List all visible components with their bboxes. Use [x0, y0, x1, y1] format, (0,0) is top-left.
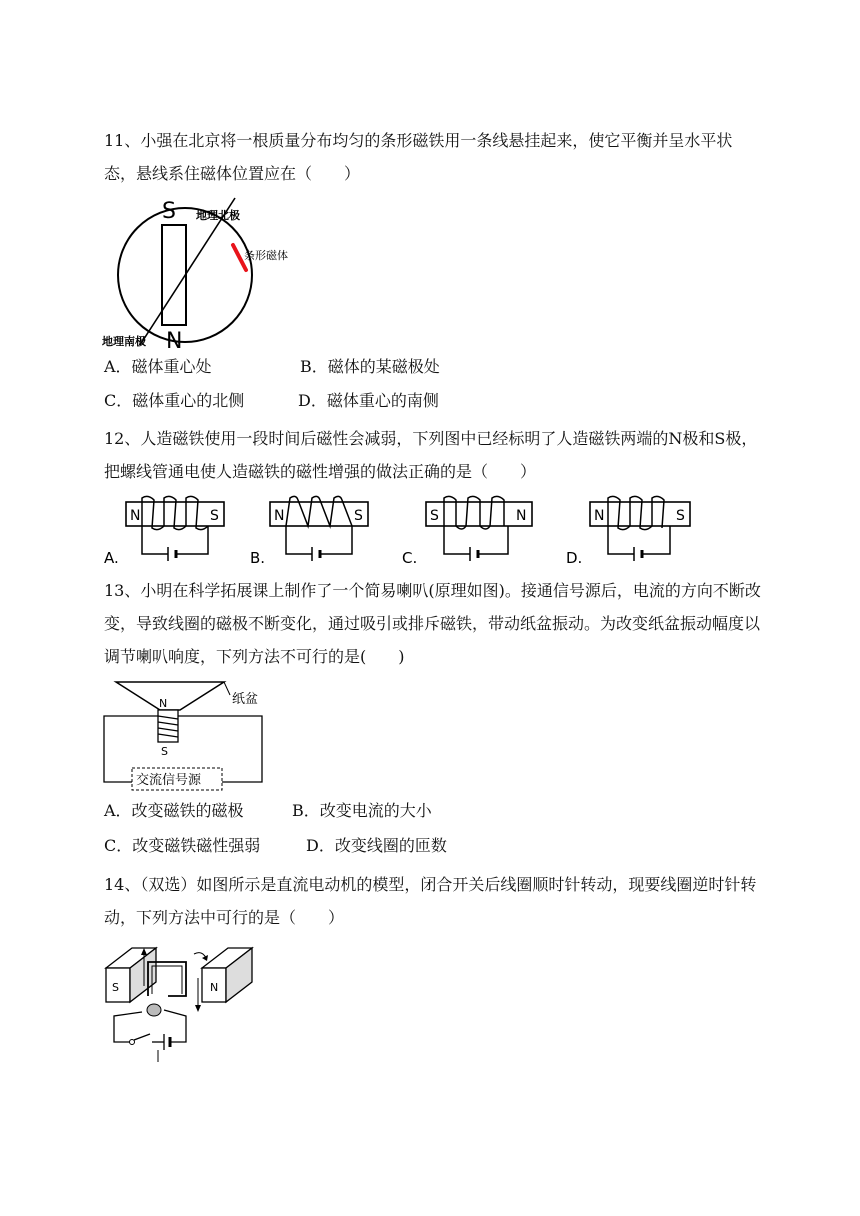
q11-s-label: S — [162, 199, 176, 224]
q11-option-a: A．磁体重心处 — [104, 357, 212, 376]
question-11-text: 11、小强在北京将一根质量分布均匀的条形磁铁用一条线悬挂起来，使它平衡并呈水平状态，悬线系住磁体位置应在（ ） — [104, 131, 733, 183]
q12-option-b-label: B. — [250, 549, 266, 567]
q14-n-label: N — [210, 981, 219, 994]
q13-figure — [102, 676, 272, 798]
q11-magnet-label: 条形磁体 — [244, 249, 288, 262]
q13-option-d: D．改变线圈的匝数 — [306, 836, 447, 855]
q12-option-d-figure — [566, 496, 690, 567]
q11-option-b: B．磁体的某磁极处 — [300, 357, 440, 376]
q12-options-row — [104, 492, 704, 576]
q12-option-d-left-pole: N — [594, 508, 605, 524]
q14-figure — [102, 938, 258, 1070]
question-14-text: 14、（双选）如图所示是直流电动机的模型，闭合开关后线圈顺时针转动，现要线圈逆时针转动，下列方法中可行的是（ ） — [104, 875, 757, 927]
q12-option-a-right-pole: S — [210, 508, 219, 524]
q11-option-d: D．磁体重心的南侧 — [298, 391, 439, 410]
q14-s-label: S — [112, 981, 119, 994]
q13-paper-cone-label: 纸盆 — [232, 692, 259, 707]
question-13-text: 13、小明在科学拓展课上制作了一个简易喇叭(原理如图)。接通信号源后，电流的方向不断改变，导致线圈的磁极不断变化，通过吸引或排斥磁铁，带动纸盆振动。为改变纸盆振动幅度以调节喇叭响度，下列方法不可行的是( ) — [104, 581, 761, 666]
q12-option-c-figure — [402, 496, 532, 567]
q12-option-b-figure — [250, 496, 368, 567]
q13-n-label: N — [159, 697, 168, 710]
q11-figure — [100, 195, 310, 354]
q13-signal-source-label: 交流信号源 — [136, 773, 202, 788]
q13-option-b: B．改变电流的大小 — [292, 801, 432, 820]
q12-option-d-label: D. — [566, 549, 583, 567]
q12-option-b-left-pole: N — [274, 508, 285, 524]
q13-option-a: A．改变磁铁的磁极 — [104, 801, 244, 820]
q13-s-label: S — [161, 745, 168, 758]
q11-geo-south-label: 地理南极 — [102, 335, 146, 348]
q11-n-label: N — [166, 329, 183, 350]
q12-option-a-figure — [104, 496, 224, 567]
q11-option-c: C．磁体重心的北侧 — [104, 391, 245, 410]
q12-option-a-left-pole: N — [130, 508, 141, 524]
q13-option-c: C．改变磁铁磁性强弱 — [104, 836, 261, 855]
q11-geo-north-label: 地理北极 — [196, 209, 240, 222]
q12-option-c-right-pole: N — [516, 508, 527, 524]
q12-option-c-label: C. — [402, 549, 418, 567]
q12-option-d-right-pole: S — [676, 508, 685, 524]
q12-option-a-label: A. — [104, 549, 119, 567]
q12-option-c-left-pole: S — [430, 508, 439, 524]
q12-option-b-right-pole: S — [354, 508, 363, 524]
question-12-text: 12、人造磁铁使用一段时间后磁性会减弱，下列图中已经标明了人造磁铁两端的N极和S极，把螺线管通电使人造磁铁的磁性增强的做法正确的是（ ） — [104, 429, 758, 481]
